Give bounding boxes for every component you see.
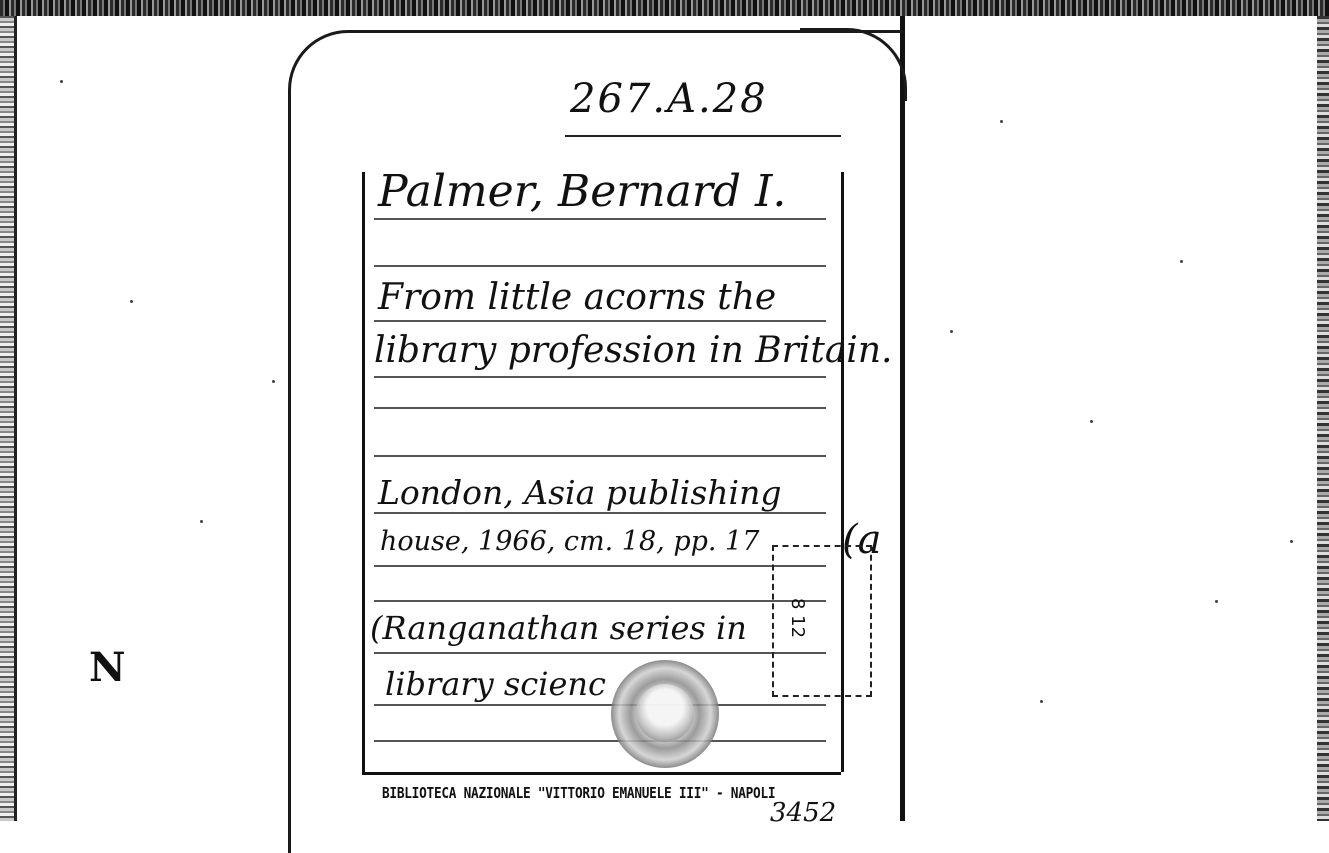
ruled-line [374,600,826,602]
scan-speck [1215,600,1218,603]
ruled-line [374,565,826,567]
ruled-line [374,320,826,322]
entry-box-bottom [362,772,841,775]
ruled-line [374,265,826,267]
title-line-2: library profession in Britain. [374,330,893,371]
scan-speck [1090,420,1093,423]
bottom-scribble: 3452 [770,798,837,828]
ruled-line [374,652,826,654]
scan-speck [1180,260,1183,263]
scan-border-right [1317,16,1329,821]
series-line-1: (Ranganathan series in [370,609,747,647]
library-footer: BIBLIOTECA NAZIONALE "VITTORIO EMANUELE III" - NAPOLI [382,784,776,802]
series-line-2: library scienc [385,665,606,703]
library-stamp-center [636,684,694,742]
page-edge-line [14,16,17,821]
shelfmark: 267.A.28 [570,76,768,122]
ruled-line [374,407,826,409]
margin-letter: N [89,644,126,691]
title-line-1: From little acorns the [378,277,777,318]
scan-speck [950,330,953,333]
scan-speck [200,520,203,523]
scan-speck [1000,120,1003,123]
scan-border-top [0,0,1329,16]
scan-speck [272,380,275,383]
scan-speck [1040,700,1043,703]
ruled-line [374,455,826,457]
ruled-line [374,740,826,742]
scan-speck [130,300,133,303]
ruled-line [374,704,826,706]
imprint-line-2: house, 1966, cm. 18, pp. 17 [380,526,760,557]
side-box-number: 8 12 [787,598,808,639]
scan-speck [1290,540,1293,543]
scan-border-left [0,16,14,821]
shelfmark-underline [565,135,841,137]
ruled-line [374,376,826,378]
ruled-line [374,218,826,220]
author-entry: Palmer, Bernard I. [378,166,787,217]
ruled-line [374,512,826,514]
imprint-line-1: London, Asia publishing [378,473,782,512]
margin-note: (a [842,517,882,563]
scan-speck [60,80,63,83]
